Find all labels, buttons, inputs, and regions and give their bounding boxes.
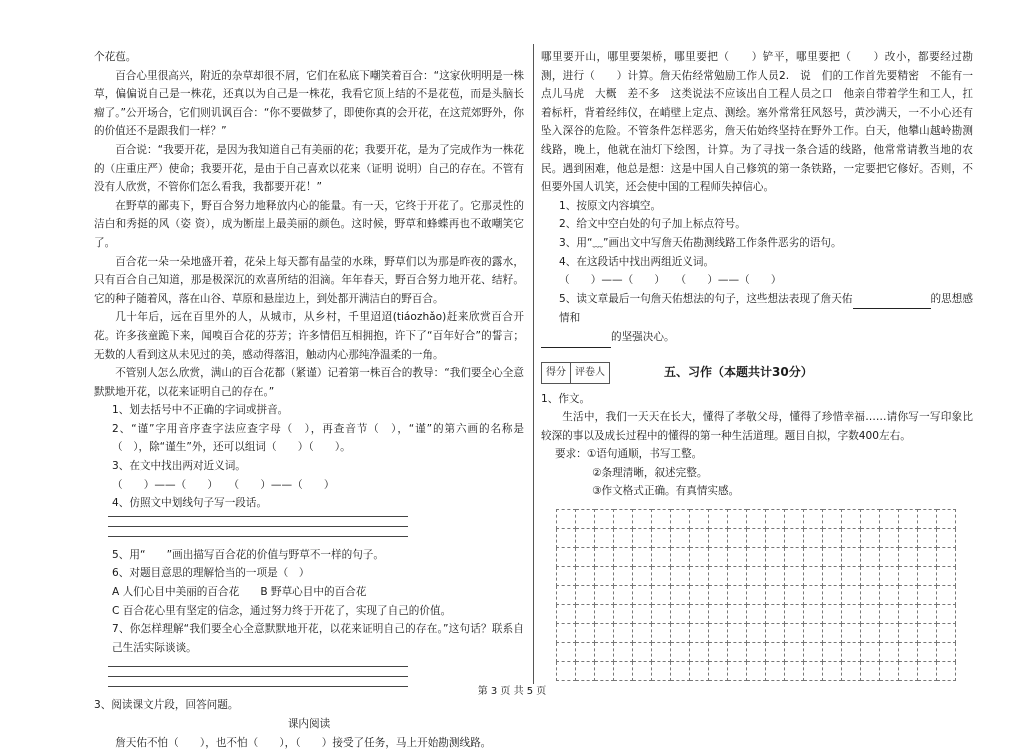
grid-cell[interactable] [880,586,899,605]
answer-blank [541,328,611,348]
grid-cell[interactable] [633,548,652,567]
grid-cell[interactable] [823,529,842,548]
grid-cell[interactable] [671,643,690,662]
grid-cell[interactable] [747,586,766,605]
grid-cell[interactable] [576,529,595,548]
essay-prompt: 生活中，我们一天天在长大，懂得了孝敬父母，懂得了珍惜幸福……请你写一写印象比较深的事以及成长过程中的懂得的第一种生活道理。题目自拟，字数400左右。 [541,411,973,442]
grid-cell[interactable] [557,624,576,643]
grid-cell[interactable] [937,643,956,662]
grid-cell[interactable] [766,662,785,681]
grid-cell[interactable] [804,529,823,548]
essay-req-text: ①语句通顺，书写工整。 [586,448,703,461]
grid-cell[interactable] [633,605,652,624]
grid-cell[interactable] [880,510,899,529]
grid-cell[interactable] [899,605,918,624]
grid-cell[interactable] [842,586,861,605]
grid-cell[interactable] [652,624,671,643]
grid-cell[interactable] [557,567,576,586]
essay-req-3: ③作文格式正确。有真情实感。 [592,485,740,498]
grid-cell[interactable] [880,643,899,662]
grid-cell[interactable] [785,567,804,586]
grid-cell[interactable] [709,529,728,548]
essay-grid [556,509,956,681]
grid-cell[interactable] [557,643,576,662]
grid-cell[interactable] [861,586,880,605]
grid-cell[interactable] [614,605,633,624]
question-3-blanks: （ ）——（ ） （ ）——（ ） [112,478,335,491]
grid-cell[interactable] [861,510,880,529]
grid-cell[interactable] [576,643,595,662]
grid-cell[interactable] [823,605,842,624]
grid-cell[interactable] [728,586,747,605]
grid-cell[interactable] [899,510,918,529]
essay-req-2: ②条理清晰，叙述完整。 [592,466,708,479]
grid-cell[interactable] [747,643,766,662]
grid-cell[interactable] [652,586,671,605]
grid-cell[interactable] [633,529,652,548]
grid-cell[interactable] [557,529,576,548]
grid-cell[interactable] [633,643,652,662]
grid-cell[interactable] [671,624,690,643]
answer-line [108,536,408,537]
grid-row [557,586,956,605]
grid-cell[interactable] [918,567,937,586]
grid-cell[interactable] [709,662,728,681]
grid-cell[interactable] [899,567,918,586]
grid-cell[interactable] [899,529,918,548]
question-3: 3、在文中找出两对近义词。 [112,460,246,473]
grid-cell[interactable] [823,643,842,662]
grid-cell[interactable] [766,605,785,624]
grid-cell[interactable] [766,567,785,586]
grid-cell[interactable] [614,567,633,586]
grid-cell[interactable] [690,624,709,643]
option-ab: A 人们心目中美丽的百合花 B 野草心目中的百合花 [112,586,367,599]
passage-paragraph: 百合心里很高兴，附近的杂草却很不屑，它们在私底下嘲笑着百合：“这家伙明明是一株草，偏偏说自己是一株花，还真以为自己是一株花，我看它顶上结的不是花苞，而是头脑长瘤了。”公开场合，它们则讥讽百合：“你不要做梦了，即使你真的会开花，在这荒郊野外，你的价值还不是跟我们一样？” [94,69,524,138]
grid-cell[interactable] [671,548,690,567]
grid-cell[interactable] [690,662,709,681]
question-r5-text: 5、读文章最后一句詹天佑想法的句子，这些想法表现了詹天佑 [559,292,853,305]
grid-cell[interactable] [804,643,823,662]
grid-cell[interactable] [709,548,728,567]
grid-cell[interactable] [709,643,728,662]
grid-cell[interactable] [937,624,956,643]
grid-cell[interactable] [937,586,956,605]
grid-cell[interactable] [804,510,823,529]
grid-cell[interactable] [709,510,728,529]
essay-heading: 1、作文。 [541,392,591,405]
question-5: 5、用“ ”画出描写百合花的价值与野草不一样的句子。 [112,548,384,561]
grid-cell[interactable] [842,662,861,681]
grid-cell[interactable] [576,567,595,586]
grid-cell[interactable] [652,567,671,586]
grid-row [557,643,956,662]
grid-cell[interactable] [804,548,823,567]
essay-req-label: 要求： [555,448,587,461]
grid-cell[interactable] [614,510,633,529]
grid-cell[interactable] [918,605,937,624]
grid-cell[interactable] [633,662,652,681]
grid-cell[interactable] [861,548,880,567]
score-box [541,362,610,384]
grid-cell[interactable] [823,567,842,586]
grid-cell[interactable] [652,605,671,624]
grid-cell[interactable] [918,662,937,681]
grid-cell[interactable] [880,605,899,624]
grid-row [557,529,956,548]
grid-cell[interactable] [614,529,633,548]
grid-cell[interactable] [880,624,899,643]
score-label: 得分 [546,366,566,378]
grid-cell[interactable] [804,586,823,605]
answer-line [108,516,408,517]
grid-cell[interactable] [785,605,804,624]
grid-row [557,510,956,529]
grid-cell[interactable] [709,586,728,605]
question-r4: 4、在这段话中找出两组近义词。 [559,255,715,268]
grid-cell[interactable] [899,624,918,643]
question-2: 2、“谨”字用音序查字法应查字母（ ），再查音节（ ），“谨”的第六画的名称是（ ），除“谨生”外，还可以组词（ ）（ ）。 [112,422,524,454]
grid-cell[interactable] [766,643,785,662]
grid-cell[interactable] [595,586,614,605]
option-c: C 百合花心里有坚定的信念，通过努力终于开花了，实现了自己的价值。 [112,604,452,617]
grid-cell[interactable] [671,662,690,681]
grid-cell[interactable] [595,567,614,586]
grid-cell[interactable] [728,605,747,624]
question-6: 6、对题目意思的理解恰当的一项是（ ） [112,567,310,580]
grid-cell[interactable] [937,548,956,567]
grid-cell[interactable] [652,529,671,548]
grid-cell[interactable] [595,624,614,643]
grid-cell[interactable] [557,605,576,624]
grid-cell[interactable] [557,586,576,605]
grid-cell[interactable] [671,586,690,605]
grid-cell[interactable] [576,548,595,567]
question-7: 7、你怎样理解“我们要全心全意默默地开花，以花来证明自己的存在。”这句话？联系自己生活实际谈谈。 [112,623,524,654]
grid-cell[interactable] [690,643,709,662]
right-column [541,48,973,681]
grid-cell[interactable] [747,510,766,529]
reading-subtitle: 课内阅读 [287,718,331,730]
grid-cell[interactable] [861,624,880,643]
grid-cell[interactable] [690,605,709,624]
score-row [541,362,973,384]
question-r3: 3、用“﹏”画出文中写詹天佑勘测线路工作条件恶劣的语句。 [559,236,842,249]
grid-cell[interactable] [747,624,766,643]
grid-cell[interactable] [785,586,804,605]
grid-cell[interactable] [861,529,880,548]
question-r5-mid: 的思想感情和 [559,292,973,325]
grid-cell[interactable] [804,567,823,586]
grid-cell[interactable] [785,548,804,567]
grid-cell[interactable] [690,567,709,586]
grid-cell[interactable] [747,567,766,586]
grid-cell[interactable] [899,586,918,605]
grid-cell[interactable] [823,624,842,643]
grid-cell[interactable] [747,548,766,567]
grid-cell[interactable] [633,510,652,529]
answer-line [108,666,408,667]
grid-cell[interactable] [804,624,823,643]
grid-cell[interactable] [918,510,937,529]
left-column [94,48,524,752]
grid-cell[interactable] [709,567,728,586]
grid-cell[interactable] [937,605,956,624]
grid-cell[interactable] [842,510,861,529]
grid-cell[interactable] [576,624,595,643]
grid-cell[interactable] [709,605,728,624]
grid-cell[interactable] [747,529,766,548]
passage-paragraph: 在野草的鄙夷下，野百合努力地释放内心的能量。有一天，它终于开花了。它那灵性的洁白和秀挺的风（姿 资），成为断崖上最美丽的颜色。这时候，野草和蜂蝶再也不敢嘲笑它了。 [94,199,524,249]
grid-cell[interactable] [823,586,842,605]
grid-cell[interactable] [899,662,918,681]
grid-cell[interactable] [576,662,595,681]
grid-cell[interactable] [785,643,804,662]
grid-cell[interactable] [842,643,861,662]
grid-cell[interactable] [899,548,918,567]
grid-cell[interactable] [861,643,880,662]
grid-cell[interactable] [652,510,671,529]
grid-cell[interactable] [652,548,671,567]
grid-cell[interactable] [766,586,785,605]
grid-cell[interactable] [823,662,842,681]
question-r5 [541,290,973,328]
grid-cell[interactable] [766,510,785,529]
grid-cell[interactable] [823,548,842,567]
grid-cell[interactable] [880,529,899,548]
grid-row [557,662,956,681]
grid-cell[interactable] [766,529,785,548]
grid-cell[interactable] [937,529,956,548]
grid-cell[interactable] [728,643,747,662]
grid-cell[interactable] [690,586,709,605]
grid-cell[interactable] [785,662,804,681]
reading-start: 詹天佑不怕（ ），也不怕（ ），（ ）接受了任务，马上开始勘测线路。 [115,736,492,749]
grid-cell[interactable] [842,605,861,624]
passage-line: 个花苞。 [94,51,137,63]
grid-cell[interactable] [576,510,595,529]
grid-cell[interactable] [861,662,880,681]
grid-cell[interactable] [557,662,576,681]
reading-passage: 哪里要开山，哪里要架桥，哪里要把（ ）铲平，哪里要把（ ）改小，都要经过勘测，进行（ ）计算。詹天佑经常勉励工作人员2. 说 们的工作首先要精密 不能有一点儿马虎 大概 差不多 这类说法不应该出自工程人员之口 他亲自带着学生和工人，扛着标杆，背着经纬仪，在峭壁上定点、测绘。塞外常常狂风怒号，黄沙满天，一不小心还有坠入深谷的危险。不管条件怎样恶劣，詹天佑始终坚持在野外工作。白天，他攀山越岭勘测线路，晚上，他就在油灯下绘图，计算。为了寻找一条合适的线路，他常常请教当地的农民。遇到困难，他总是想：这是中国人自己修筑的第一条铁路，一定要把它修好。否则，不但要外国人讥笑，还会使中国的工程师失掉信心。 [541,51,973,194]
question-r4-blanks: （ ）——（ ） （ ）——（ ） [559,274,782,287]
grid-cell[interactable] [614,624,633,643]
grid-cell[interactable] [614,643,633,662]
answer-blank [853,290,931,310]
grid-cell[interactable] [576,605,595,624]
grid-cell[interactable] [785,529,804,548]
reading-task: 3、阅读课文片段，回答问题。 [94,699,239,712]
grid-cell[interactable] [728,548,747,567]
page-footer: 第 3 页 共 5 页 [477,686,547,697]
answer-line [108,526,408,527]
question-r2: 2、给文中空白处的句子加上标点符号。 [559,218,746,231]
question-4: 4、仿照文中划线句子写一段话。 [112,497,268,510]
grid-cell[interactable] [652,643,671,662]
grid-cell[interactable] [728,510,747,529]
passage-paragraph: 不管别人怎么欣赏，满山的百合花都（紧谨）记着第一株百合的教导：“我们要全心全意默默地开花，以花来证明自己的存在。” [94,367,524,398]
grid-cell[interactable] [690,529,709,548]
grid-cell[interactable] [728,624,747,643]
grid-cell[interactable] [918,548,937,567]
grid-cell[interactable] [804,662,823,681]
grid-cell[interactable] [557,510,576,529]
grid-row [557,548,956,567]
grid-cell[interactable] [766,548,785,567]
grid-cell[interactable] [709,624,728,643]
grid-cell[interactable] [614,662,633,681]
question-r5-tail: 的坚强决心。 [611,330,675,343]
grid-cell[interactable] [937,662,956,681]
grid-cell[interactable] [899,643,918,662]
grid-cell[interactable] [747,605,766,624]
grid-cell[interactable] [671,529,690,548]
grid-cell[interactable] [918,624,937,643]
grid-cell[interactable] [614,586,633,605]
question-r5-end [541,328,973,348]
grid-cell[interactable] [785,624,804,643]
grid-cell[interactable] [652,662,671,681]
grid-cell[interactable] [918,529,937,548]
grid-row [557,605,956,624]
grid-cell[interactable] [671,567,690,586]
question-r1: 1、按原文内容填空。 [559,199,662,212]
passage-paragraph: 百合花一朵一朵地盛开着，花朵上每天都有晶莹的水珠，野草们以为那是昨夜的露水，只有百合自己知道，那是极深沉的欢喜所结的泪滴。年年春天，野百合努力地开花、结籽。它的种子随着风，落在山谷、草原和悬崖边上，到处都开满洁白的野百合。 [94,255,524,305]
grid-cell[interactable] [842,529,861,548]
question-1: 1、划去括号中不正确的字词或拼音。 [112,404,289,417]
section-title: 五、习作（本题共计30分） [664,365,813,380]
grid-cell[interactable] [880,548,899,567]
grid-cell[interactable] [918,643,937,662]
grid-cell[interactable] [918,586,937,605]
grid-cell[interactable] [842,548,861,567]
grid-cell[interactable] [690,510,709,529]
grid-cell[interactable] [595,510,614,529]
grid-cell[interactable] [671,510,690,529]
grid-cell[interactable] [690,548,709,567]
grid-cell[interactable] [671,605,690,624]
grid-cell[interactable] [728,567,747,586]
grader-label: 评卷人 [570,363,609,383]
grid-cell[interactable] [557,548,576,567]
column-divider [533,44,534,684]
grid-row [557,567,956,586]
grid-cell[interactable] [595,605,614,624]
grid-cell[interactable] [576,586,595,605]
grid-cell[interactable] [842,567,861,586]
grid-cell[interactable] [937,567,956,586]
grid-cell[interactable] [804,605,823,624]
grid-row [557,624,956,643]
grid-cell[interactable] [842,624,861,643]
grid-cell[interactable] [595,662,614,681]
grid-cell[interactable] [614,548,633,567]
grid-cell[interactable] [633,567,652,586]
grid-cell[interactable] [785,510,804,529]
grid-cell[interactable] [595,548,614,567]
essay-req-1 [541,445,973,464]
grid-cell[interactable] [633,586,652,605]
grid-cell[interactable] [937,510,956,529]
passage-paragraph: 几十年后，远在百里外的人，从城市，从乡村，千里迢迢(tiáozhǎo)赶来欣赏百合开花。许多孩童跪下来，闻嗅百合花的芬芳；许多情侣互相拥抱，许下了“百年好合”的誓言；无数的人看到这从未见过的美，感动得落泪，触动内心那纯净温柔的一角。 [94,311,524,361]
grid-cell[interactable] [728,662,747,681]
grid-cell[interactable] [633,624,652,643]
grid-cell[interactable] [861,567,880,586]
grid-cell[interactable] [595,529,614,548]
grid-cell[interactable] [728,529,747,548]
grid-cell[interactable] [861,605,880,624]
grid-cell[interactable] [747,662,766,681]
grid-cell[interactable] [823,510,842,529]
passage-paragraph: 百合说：“我要开花，是因为我知道自己有美丽的花；我要开花，是为了完成作为一株花的（庄重庄严）使命；我要开花，是由于自己喜欢以花来（证明 说明）自己的存在。不管有没有人欣赏，不管你们怎么看我，我都要开花！” [94,143,524,194]
grid-cell[interactable] [595,643,614,662]
grid-cell[interactable] [880,662,899,681]
answer-line [108,676,408,677]
grid-cell[interactable] [880,567,899,586]
grid-cell[interactable] [766,624,785,643]
